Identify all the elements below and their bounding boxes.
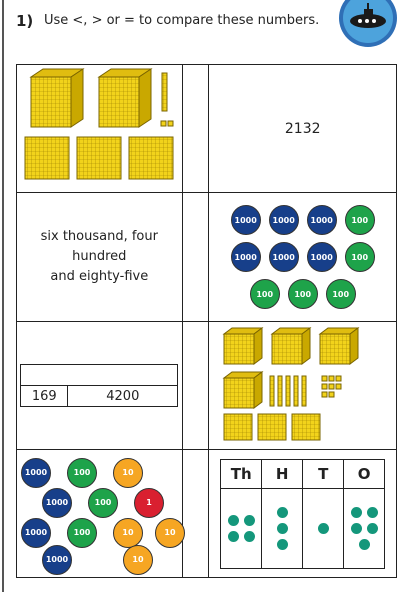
words-cell bbox=[17, 193, 183, 322]
column-thousands bbox=[221, 488, 262, 568]
counter-100: 100 bbox=[288, 279, 318, 309]
bar-model-part: 169 bbox=[21, 386, 68, 407]
number-cell bbox=[209, 65, 397, 193]
counter-1000: 1000 bbox=[269, 242, 299, 272]
submarine-icon bbox=[338, 0, 398, 50]
thousand-cube bbox=[320, 328, 358, 364]
column-header-ones: O bbox=[344, 459, 385, 488]
counter-dot bbox=[359, 539, 370, 550]
question-number: 1) bbox=[16, 12, 34, 30]
base-ten-blocks-cell bbox=[209, 322, 397, 450]
counter-100: 100 bbox=[88, 488, 118, 518]
ten-rod bbox=[302, 376, 306, 406]
counter-1000: 1000 bbox=[21, 518, 51, 548]
bar-model bbox=[20, 364, 178, 407]
part-whole-cell bbox=[17, 322, 183, 450]
one-cube bbox=[161, 121, 166, 126]
answer-box[interactable] bbox=[182, 322, 209, 450]
answer-box[interactable] bbox=[182, 193, 209, 322]
counter-100: 100 bbox=[326, 279, 356, 309]
one-cubes bbox=[322, 376, 341, 397]
number-in-words: six thousand, four hundred and eighty-five bbox=[40, 229, 158, 284]
thousand-cube bbox=[272, 328, 310, 364]
column-header-thousands: Th bbox=[221, 459, 262, 488]
counter-1000: 1000 bbox=[42, 545, 72, 575]
counter-dot bbox=[367, 523, 378, 534]
column-hundreds bbox=[262, 488, 303, 568]
counter-dot bbox=[367, 507, 378, 518]
thousand-cube bbox=[224, 372, 262, 408]
counter-1000: 1000 bbox=[21, 458, 51, 488]
counter-10: 10 bbox=[155, 518, 185, 548]
answer-box[interactable] bbox=[182, 450, 209, 578]
counter-100: 100 bbox=[250, 279, 280, 309]
base-ten-blocks bbox=[19, 67, 179, 187]
counter-1000: 1000 bbox=[231, 242, 261, 272]
column-header-tens: T bbox=[303, 459, 344, 488]
counter-100: 100 bbox=[345, 242, 375, 272]
answer-box[interactable] bbox=[182, 65, 209, 193]
place-value-counters-cell bbox=[209, 193, 397, 322]
question-text: Use <, > or = to compare these numbers. bbox=[44, 13, 320, 28]
counter-dot bbox=[277, 523, 288, 534]
hundred-flat bbox=[258, 414, 286, 440]
place-value-counters-cell bbox=[17, 450, 183, 578]
column-ones bbox=[344, 488, 385, 568]
hundred-flat bbox=[129, 137, 173, 179]
base-ten-blocks bbox=[218, 324, 388, 444]
counter-100: 100 bbox=[67, 518, 97, 548]
counter-1000: 1000 bbox=[231, 205, 261, 235]
counter-10: 10 bbox=[113, 518, 143, 548]
ten-rod bbox=[286, 376, 290, 406]
counter-dot bbox=[351, 523, 362, 534]
comparison-table bbox=[16, 64, 397, 578]
base-ten-blocks-cell bbox=[17, 65, 183, 193]
place-value-chart bbox=[220, 459, 385, 569]
counter-1000: 1000 bbox=[307, 205, 337, 235]
counter-100: 100 bbox=[345, 205, 375, 235]
counter-10: 10 bbox=[123, 545, 153, 575]
bar-model-part: 4200 bbox=[68, 386, 178, 407]
bar-model-whole bbox=[21, 365, 178, 386]
hundred-flat bbox=[292, 414, 320, 440]
counter-dot bbox=[244, 515, 255, 526]
thousand-cube bbox=[99, 69, 151, 127]
ten-rod bbox=[278, 376, 282, 406]
ten-rod bbox=[162, 73, 167, 111]
thousand-cube bbox=[224, 328, 262, 364]
ten-rod bbox=[294, 376, 298, 406]
column-header-hundreds: H bbox=[262, 459, 303, 488]
number-2132: 2132 bbox=[284, 121, 321, 137]
hundred-flat bbox=[77, 137, 121, 179]
counter-dot bbox=[277, 507, 288, 518]
column-tens bbox=[303, 488, 344, 568]
hundred-flat bbox=[25, 137, 69, 179]
counter-dot bbox=[351, 507, 362, 518]
counter-dot bbox=[228, 531, 239, 542]
counter-1: 1 bbox=[134, 488, 164, 518]
counter-1000: 1000 bbox=[42, 488, 72, 518]
counter-dot bbox=[244, 531, 255, 542]
counter-1000: 1000 bbox=[307, 242, 337, 272]
page-margin-line bbox=[2, 0, 4, 592]
hundred-flat bbox=[224, 414, 252, 440]
place-value-chart-cell bbox=[209, 450, 397, 578]
counter-1000: 1000 bbox=[269, 205, 299, 235]
counter-dot bbox=[228, 515, 239, 526]
counter-10: 10 bbox=[113, 458, 143, 488]
ten-rod bbox=[270, 376, 274, 406]
counter-dot bbox=[277, 539, 288, 550]
counter-dot bbox=[318, 523, 329, 534]
thousand-cube bbox=[31, 69, 83, 127]
counter-100: 100 bbox=[67, 458, 97, 488]
one-cube bbox=[168, 121, 173, 126]
